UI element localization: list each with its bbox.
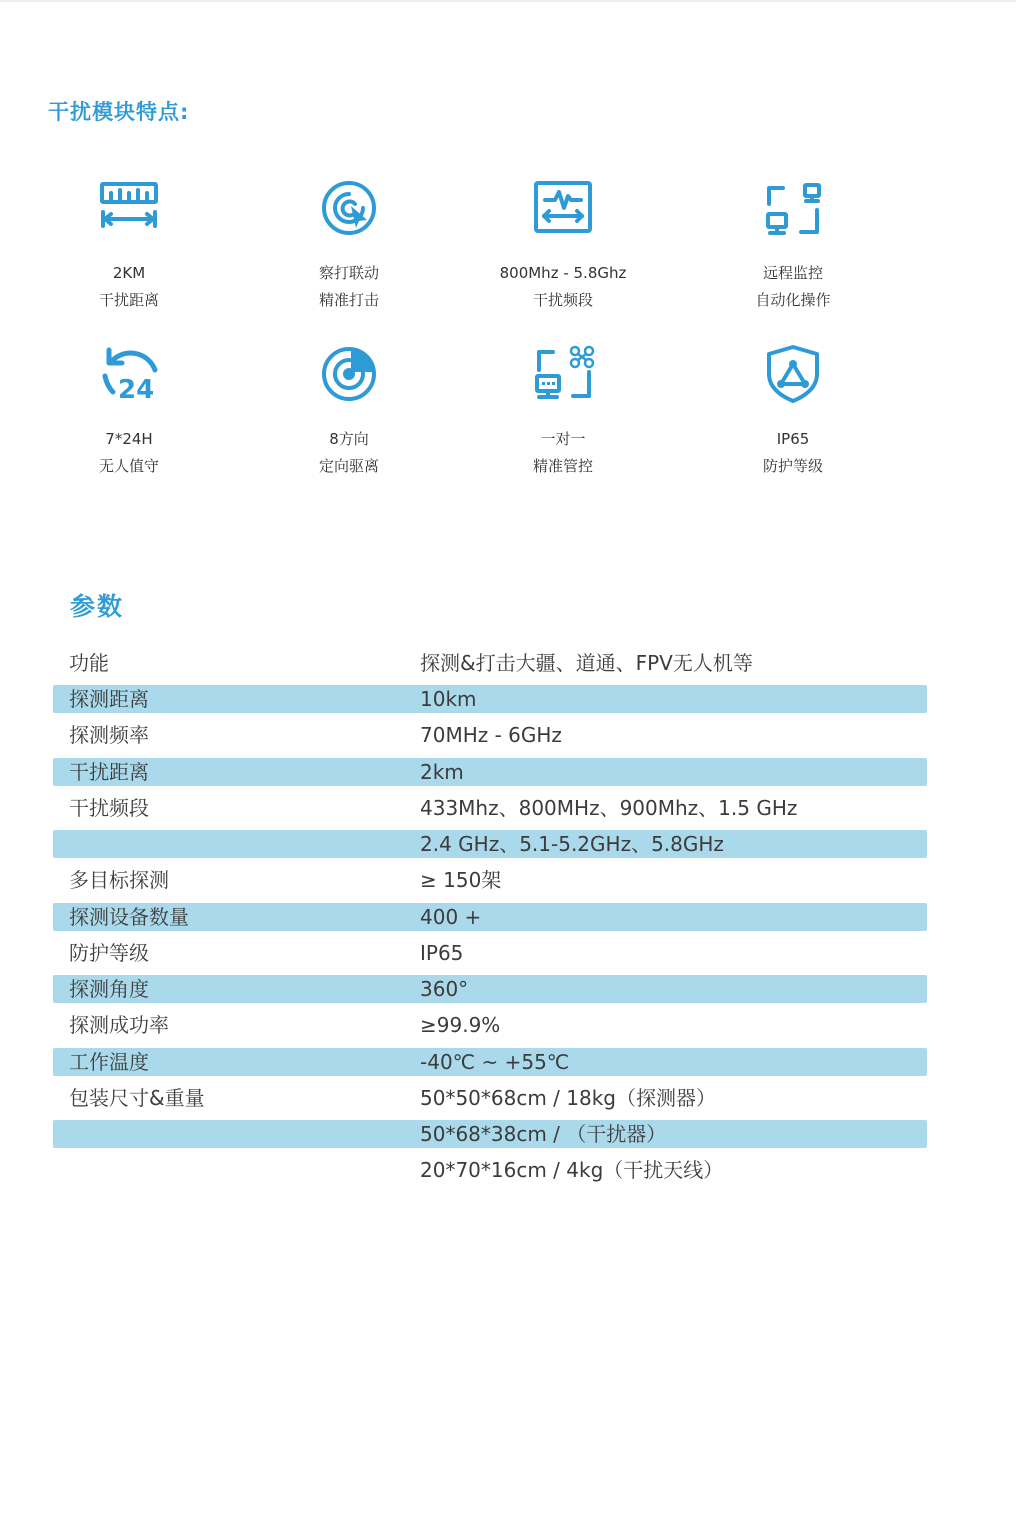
param-value: IP65	[420, 941, 464, 965]
table-row	[53, 721, 927, 749]
param-key: 包装尺寸&重量	[69, 1086, 205, 1110]
shield-icon	[761, 342, 825, 406]
feature-label: 防护等级	[762, 457, 823, 475]
param-key: 探测频率	[69, 723, 149, 747]
top-divider	[0, 0, 1016, 2]
feature-item	[29, 342, 229, 480]
feature-value: 7*24H	[105, 430, 153, 448]
param-key: 探测设备数量	[69, 905, 189, 929]
table-row	[53, 903, 927, 931]
param-value: 20*70*16cm / 4kg（干扰天线）	[420, 1158, 724, 1182]
feature-label: 定向驱离	[318, 457, 379, 475]
feature-value: 察打联动	[318, 264, 379, 282]
param-value: 50*68*38cm / （干扰器）	[420, 1122, 667, 1146]
feature-item	[693, 176, 893, 314]
feature-value: 一对一	[540, 430, 586, 448]
param-key: 防护等级	[69, 941, 149, 965]
param-key: 探测成功率	[69, 1013, 169, 1037]
feature-item	[693, 342, 893, 480]
ruler-distance-icon	[97, 176, 161, 240]
feature-item	[249, 342, 449, 480]
table-row	[53, 975, 927, 1003]
table-row	[53, 1156, 927, 1184]
params-title: 参数	[70, 592, 125, 621]
features-title: 干扰模块特点:	[48, 100, 190, 124]
feature-value: 8方向	[329, 430, 369, 448]
param-value: 400 +	[420, 905, 482, 929]
param-key: 探测距离	[69, 687, 149, 711]
param-value: 2.4 GHz、5.1-5.2GHz、5.8GHz	[420, 832, 724, 856]
feature-value: IP65	[776, 430, 810, 448]
feature-label: 无人值守	[98, 457, 159, 475]
table-row	[53, 758, 927, 786]
feature-item	[463, 342, 663, 480]
table-row	[53, 685, 927, 713]
table-row	[53, 866, 927, 894]
param-value: ≥ 150架	[420, 868, 502, 892]
remote-monitor-icon	[761, 176, 825, 240]
param-value: ≥99.9%	[420, 1013, 501, 1037]
param-value: 50*50*68cm / 18kg（探测器）	[420, 1086, 717, 1110]
feature-label: 精准打击	[318, 291, 379, 309]
feature-item	[463, 176, 663, 314]
target-link-icon	[317, 176, 381, 240]
frequency-monitor-icon	[531, 176, 595, 240]
feature-value: 800Mhz - 5.8Ghz	[499, 264, 627, 282]
feature-item	[249, 176, 449, 314]
table-row	[53, 1084, 927, 1112]
param-key: 干扰频段	[69, 796, 149, 820]
param-value: 360°	[420, 977, 469, 1001]
feature-value: 远程监控	[762, 264, 823, 282]
param-value: 433Mhz、800MHz、900Mhz、1.5 GHz	[420, 796, 798, 820]
drone-control-icon	[531, 342, 595, 406]
param-key: 工作温度	[69, 1050, 149, 1074]
param-value: 70MHz - 6GHz	[420, 723, 562, 747]
param-value: 2km	[420, 760, 464, 784]
table-row	[53, 830, 927, 858]
param-key: 干扰距离	[69, 760, 149, 784]
svg-text:24: 24	[118, 375, 155, 405]
table-row	[53, 794, 927, 822]
table-row	[53, 939, 927, 967]
table-row	[53, 1048, 927, 1076]
table-row	[53, 649, 927, 677]
feature-item	[29, 176, 229, 314]
feature-value: 2KM	[112, 264, 146, 282]
feature-label: 干扰频段	[532, 291, 593, 309]
param-value: 10km	[420, 687, 477, 711]
param-key: 功能	[69, 651, 109, 675]
param-key: 探测角度	[69, 977, 149, 1001]
radar-direction-icon	[317, 342, 381, 406]
table-row	[53, 1011, 927, 1039]
param-key: 多目标探测	[69, 868, 169, 892]
feature-label: 干扰距离	[98, 291, 159, 309]
param-value: -40℃ ~ +55℃	[420, 1050, 570, 1074]
feature-label: 自动化操作	[755, 291, 831, 309]
clock-24h-icon	[97, 342, 161, 406]
feature-label: 精准管控	[532, 457, 593, 475]
table-row	[53, 1120, 927, 1148]
param-value: 探测&打击大疆、道通、FPV无人机等	[420, 651, 753, 675]
